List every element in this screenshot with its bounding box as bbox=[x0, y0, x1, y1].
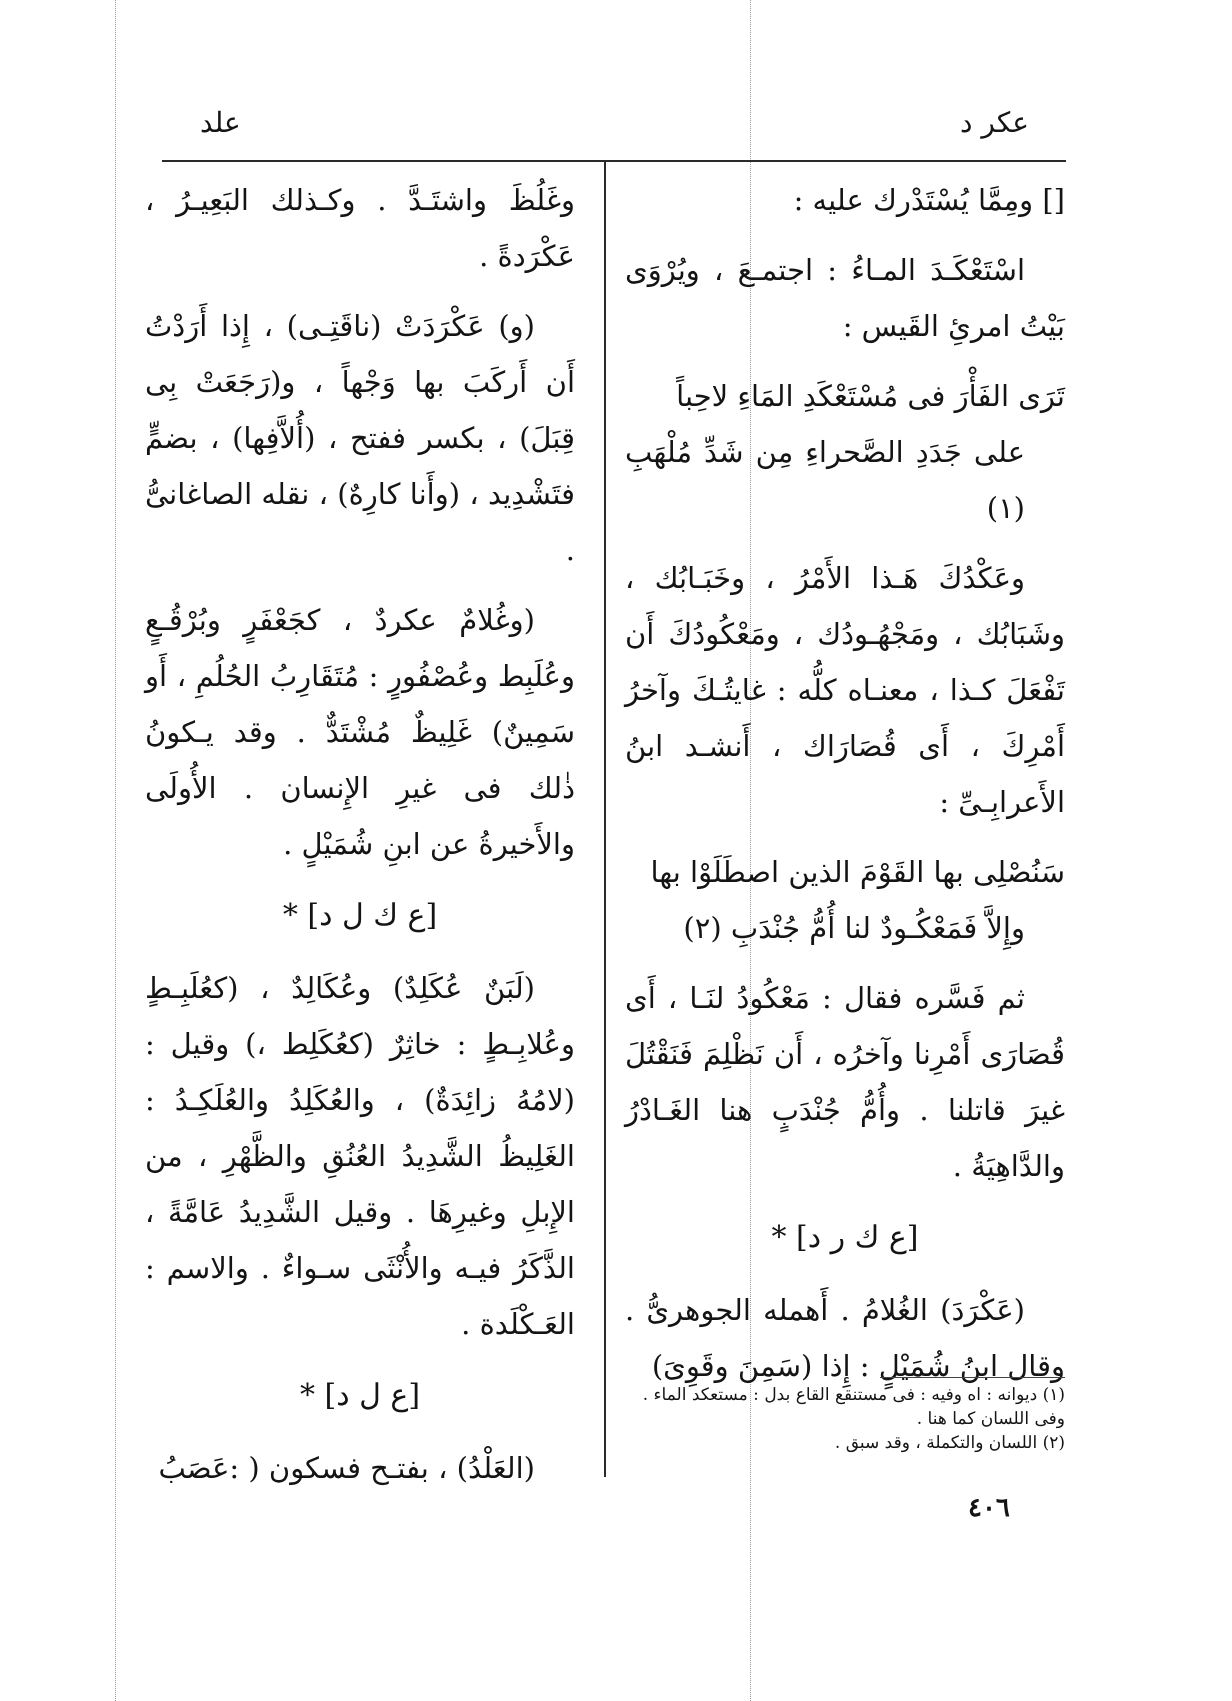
footnote: (١) ديوانه : اه وفيه : فى مستنقع القاع بدل : مستعكد الماء . وفى اللسان كما هنا . bbox=[642, 1385, 1065, 1429]
left-paragraph: (و) عَكْرَدَتْ (ناقَتِـى) ، إِذا أَرَدْتُ أَن أَركَبَ بها وَجْهاً ، و(رَجَعَتْ بِى قِبَلَ) ، بكسر ففتح ، (أُلاَّفِها) ، بضمٍّ فتَشْدِيد ، (وأَنا كارِهٌ) ، نقله الصاغانىُّ . bbox=[145, 309, 575, 567]
verse-line: سَنُصْلِى بها القَوْمَ الذين اصطَلَوْا بها bbox=[650, 855, 1065, 889]
left-paragraph: (العَلْدُ) ، بفتـح فسكون ( :عَصَبُ bbox=[158, 1451, 535, 1485]
column-separator bbox=[604, 162, 606, 1477]
entry-heading: [ع ك ر د] * bbox=[771, 1220, 919, 1255]
verse-line: تَرَى الفَأْرَ فى مُسْتَعْكَدِ المَاءِ لاحِباً bbox=[676, 379, 1065, 413]
right-paragraph: (عَكْرَدَ) الغُلامُ . أَهمله الجوهرىُّ . وقال ابنُ شُمَيْلٍ : إِذا (سَمِنَ وقَوِىَ) bbox=[625, 1293, 1065, 1383]
right-paragraph: وعَكْدُكَ هَـذا الأَمْرُ ، وخَبَـابُك ، وشَبَابُك ، ومَجْهُـودُك ، ومَعْكُودُكَ أَن تَفْعَلَ كـذا ، معنـاه كلُّه : غايتُـكَ وآخرُ أَمْرِكَ ، أَى قُصَارَاك ، أَنشـد ابنُ الأَعرابِـىِّ : bbox=[625, 561, 1065, 819]
header-rule bbox=[162, 160, 1066, 162]
verse-line: على جَدَدِ الصَّحراءِ مِن شَدِّ مُلْهَبِ (١) bbox=[625, 435, 1025, 525]
verse bbox=[625, 368, 1065, 536]
left-column bbox=[145, 172, 575, 1510]
left-paragraph: (لَبَنٌ عُكَلِدٌ) وعُكَالِدٌ ، (كعُلَبِـطٍ وعُلابِـطٍ : خاثِرٌ (كعُكَلِط ،) وقيل : (لامُهُ زائِدَةٌ) ، والعُكَلِدُ والعُلَكِـدُ : الغَلِيظُ الشَّدِيدُ العُنُقِ والظَّهْرِ ، من الإِبلِ وغيرِهَا . وقيل الشَّدِيدُ عَامَّةً ، الذَّكَرُ فيـه والأُنْثَى سـواءٌ . والاسم : العَـكْلَدة . bbox=[145, 971, 575, 1341]
entry-heading: [ع ك ل د] * bbox=[282, 898, 438, 933]
footnote-rule bbox=[880, 1377, 1065, 1378]
running-header-left: علد bbox=[200, 106, 241, 139]
running-header-right: عكر د bbox=[960, 106, 1029, 139]
footnote: (٢) اللسان والتكملة ، وقد سبق . bbox=[834, 1433, 1065, 1453]
right-paragraph: [] ومِمَّا يُسْتَدْرك عليه : bbox=[793, 183, 1065, 217]
verse-line: وإِلاَّ فَمَعْكُـودٌ لنا أُمُّ جُنْدَبِ (٢) bbox=[683, 911, 1025, 945]
left-paragraph: (وغُلامٌ عكردٌ ، كجَعْفَرٍ وبُرْقُـعٍ وعُلَبِط وعُصْفُورٍ : مُتَقَارِبُ الحُلُمِ ، أَو سَمِينٌ) غَلِيظٌ مُشْتَدٌّ . وقد يـكونُ ذٰلك فى غيرِ الإِنسان . الأُولَى والأَخيرةُ عن ابنِ شُمَيْلٍ . bbox=[145, 603, 575, 861]
right-paragraph: ثم فَسَّره فقال : مَعْكُودُ لنَـا ، أَى قُصَارَى أَمْرِنا وآخرُه ، أَن نَظْلِمَ فَنَقْتُلَ غيرَ قاتلنا . وأُمُّ جُنْدَبٍ هنا الغَـادْرُ والدَّاهِيَةُ . bbox=[625, 981, 1065, 1183]
left-scan-guide bbox=[115, 0, 116, 1701]
entry-heading: [ع ل د] * bbox=[299, 1378, 421, 1413]
page-number: ٤٠٦ bbox=[968, 1493, 1010, 1523]
footnotes bbox=[625, 1383, 1065, 1455]
left-paragraph: وغَلُظَ واشتَـدَّ . وكـذلك البَعِيـرُ ، عَكْرَدةً . bbox=[145, 183, 575, 273]
verse bbox=[625, 844, 1065, 956]
right-column bbox=[625, 172, 1065, 1408]
right-paragraph: اسْتَعْكَـدَ المـاءُ : اجتمـعَ ، ويُرْوَى بَيْتُ امرئِ القَيس : bbox=[625, 253, 1065, 343]
